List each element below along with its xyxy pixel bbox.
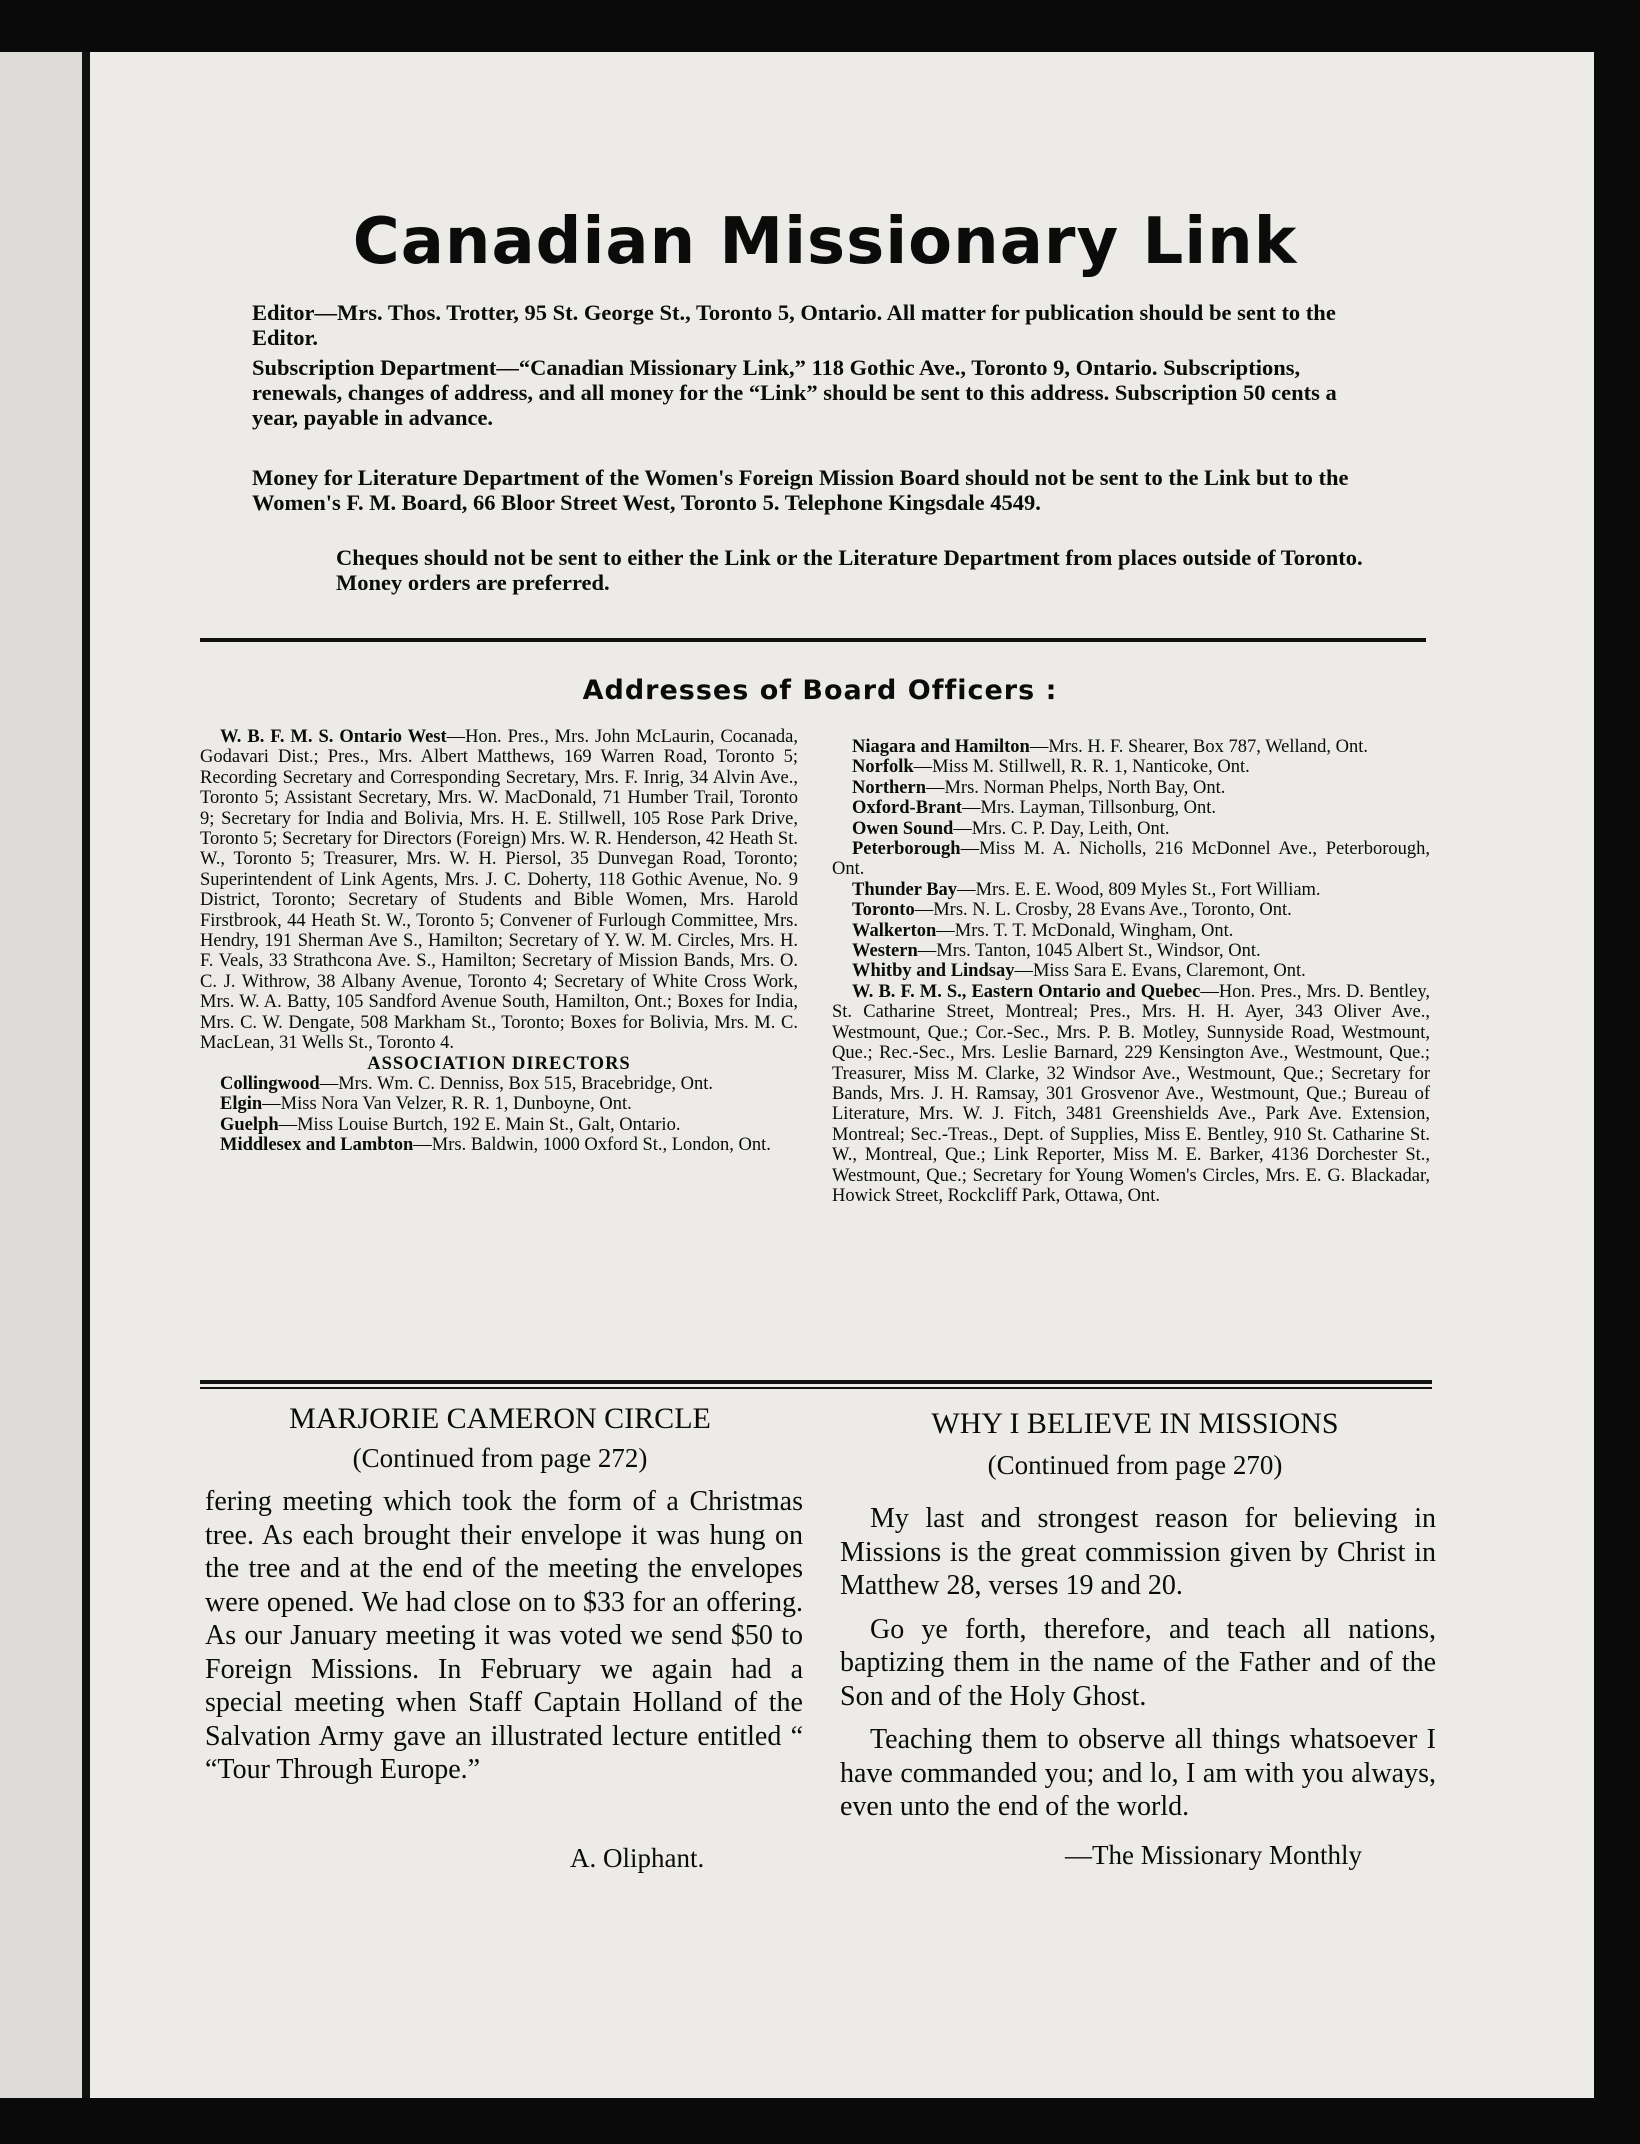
double-rule-bottom (200, 1387, 1432, 1389)
director-address: —Mrs. C. P. Day, Leith, Ont. (953, 818, 1170, 839)
director-entry (832, 941, 1430, 961)
story-right-paragraph: Teaching them to observe all things whatsoever I have commanded you; and lo, I am with you always, even unto the end of the world. (840, 1724, 1436, 1822)
director-entry (832, 819, 1430, 839)
cheques-notice (336, 545, 1370, 595)
editor-label: Editor (252, 300, 315, 325)
story-left-signature: A. Oliphant. (570, 1843, 705, 1873)
director-name: Norfolk (852, 757, 914, 778)
story-right-paragraph: Go ye forth, therefore, and teach all nations, baptizing them in the name of the Father and of the Son and of the Holy Ghost. (840, 1613, 1436, 1712)
director-name: Oxford-Brant (852, 798, 962, 819)
director-entry (832, 839, 1430, 880)
ontario-west-text: —Hon. Pres., Mrs. John McLaurin, Cocanada, Godavari Dist.; Pres., Mrs. Albert Matthews, 169 Warren Road, Toronto 5; Recording Secretary and Corresponding Secretary, Mrs. F. Inrig, 34 Alvin Ave., Toronto 5; Assistant Secretary, Mrs. W. MacDonald, 71 Humber Trail, Toronto 9; Secretary for India and Bolivia, Mrs. H. E. Stillwell, 105 Rose Park Drive, Toronto 5; Secretary for Directors (Foreign) Mrs. W. R. Henderson, 42 Heath St. W., Toronto 5; Treasurer, Mrs. W. H. Piersol, 35 Dunvegan Road, Toronto; Superintendent of Link Agents, Mrs. J. C. Doherty, 118 Gothic Avenue, No. 9 District, Toronto; Secretary of Students and Bible Women, Mrs. Harold Firstbrook, 44 Heath St. W., Toronto 5; Convener of Furlough Committee, Mrs. Hendry, 191 Sherman Ave S., Hamilton; Secretary of Y. W. M. Circles, Mrs. H. F. Veals, 33 Strathcona Ave. S., Hamilton; Secretary of Mission Bands, Mrs. O. C. J. Withrow, 38 Albany Avenue, Toronto 4; Secretary of White Cross Work, Mrs. W. A. Batty, 105 Sandford Avenue South, Hamilton, Ont.; Boxes for India, Mrs. C. W. Dengate, 508 Markham St., Toronto; Boxes for Bolivia, Mrs. M. C. MacLean, 31 Wells St., Toronto 4. (200, 727, 799, 1054)
story-left-continued: (Continued from page 272) (352, 1443, 648, 1473)
editor-text: —Mrs. Thos. Trotter, 95 St. George St., Toronto 5, Ontario. All matter for publication should be sent to the Editor. (252, 300, 1336, 350)
director-address: —Mrs. N. L. Crosby, 28 Evans Ave., Toronto, Ont. (914, 900, 1292, 921)
director-address: —Mrs. Tanton, 1045 Albert St., Windsor, Ont. (917, 941, 1261, 962)
director-name: Toronto (852, 900, 915, 921)
director-name: Northern (852, 777, 926, 798)
cheques-text: Cheques should not be sent to either the Link or the Literature Department from places outside of Toronto. Money orders are preferred. (336, 545, 1363, 595)
director-entry (200, 1135, 798, 1155)
director-entry (832, 778, 1430, 798)
facing-page-edge (0, 52, 82, 2098)
director-entry (832, 921, 1430, 941)
story-left-title: MARJORIE CAMERON CIRCLE (289, 1402, 711, 1435)
director-address: —Miss M. Stillwell, R. R. 1, Nanticoke, Ont. (913, 757, 1250, 778)
director-name: Thunder Bay (852, 879, 958, 900)
section-rule (200, 638, 1426, 642)
eastern-text: —Hon. Pres., Mrs. D. Bentley, St. Catharine Street, Montreal; Pres., Mrs. H. H. Ayer, 343 Oliver Ave., Westmount, Que.; Cor.-Sec., Mrs. P. B. Motley, Sunnyside Road, Westmount, Que.; Rec.-Sec., Mrs. Leslie Barnard, 229 Kensington Ave., Westmount, Que.; Treasurer, Miss M. Clarke, 32 Windsor Ave., Westmount, Que.; Secretary for Bands, Mrs. J. H. Ramsay, 301 Grosvenor Ave., Westmount, Que.; Bureau of Literature, Mrs. W. J. Fitch, 3481 Greenshields Ave., Park Ave. Extension, Montreal; Sec.-Treas., Dept. of Supplies, Miss E. Bentley, 910 St. Catharine St. W., Montreal, Que.; Link Reporter, Miss M. E. Barker, 4136 Dorchester St., Westmount, Que.; Secretary for Young Women's Circles, Mrs. E. G. Blackadar, Howick Street, Rockcliff Park, Ottawa, Ont. (832, 981, 1431, 1206)
director-address: —Mrs. E. E. Wood, 809 Myles St., Fort William. (957, 879, 1321, 900)
subscription-notice (252, 355, 1370, 430)
subscription-text: —“Canadian Missionary Link,” 118 Gothic Ave., Toronto 9, Ontario. Subscriptions, renewals, changes of address, and all money for the “Link” should be sent to this address. Subscription 50 cents a year, payable in advance. (252, 355, 1337, 430)
director-entry (832, 880, 1430, 900)
story-left-body (205, 1485, 803, 1797)
director-entry (832, 961, 1430, 981)
director-entry (832, 737, 1430, 757)
director-name: Collingwood (220, 1073, 320, 1094)
director-name: Owen Sound (852, 818, 954, 839)
eastern-label: W. B. F. M. S., Eastern Ontario and Quebec (852, 981, 1201, 1002)
story-right-source: —The Missionary Monthly (1065, 1840, 1362, 1870)
masthead-title: Canadian Missionary Link (352, 205, 1298, 279)
director-address: —Mrs. H. F. Shearer, Box 787, Welland, Ont. (1029, 737, 1368, 757)
director-address: —Miss Nora Van Velzer, R. R. 1, Dunboyne, Ont. (262, 1094, 632, 1115)
director-entry (832, 757, 1430, 777)
money-label: Money for Literature Department (252, 465, 580, 490)
director-address: —Miss Sara E. Evans, Claremont, Ont. (1014, 961, 1306, 982)
director-address: —Mrs. Baldwin, 1000 Oxford St., London, Ont. (413, 1135, 771, 1156)
director-name: Niagara and Hamilton (852, 737, 1030, 757)
story-right-continued: (Continued from page 270) (987, 1450, 1283, 1480)
director-name: Whitby and Lindsay (852, 961, 1015, 982)
director-entry (200, 1074, 798, 1094)
director-entry (832, 900, 1430, 920)
director-entry (832, 798, 1430, 818)
editor-notice (252, 300, 1370, 350)
story-right-title: WHY I BELIEVE IN MISSIONS (931, 1407, 1339, 1440)
literature-notice (252, 465, 1370, 515)
money-text: of the Women's Foreign Mission Board should not be sent to the Link but to the Women's F. M. Board, 66 Bloor Street West, Toronto 5. Telephone Kingsdale 4549. (252, 465, 1349, 515)
director-name: Elgin (220, 1094, 263, 1115)
subscription-label: Subscription Department (252, 355, 497, 380)
board-left-column (200, 727, 798, 1156)
director-entry (200, 1094, 798, 1114)
director-address: —Miss M. A. Nicholls, 216 McDonnel Ave., Peterborough, Ont. (832, 839, 1430, 880)
director-name: Peterborough (852, 839, 961, 860)
association-directors-heading: ASSOCIATION DIRECTORS (367, 1053, 631, 1074)
story-right-paragraph: My last and strongest reason for believing in Missions is the great commission given by Christ in Matthew 28, verses 19 and 20. (840, 1503, 1436, 1601)
director-address: —Mrs. T. T. McDonald, Wingham, Ont. (936, 920, 1234, 941)
board-right-column (832, 737, 1430, 1206)
binding-shadow (82, 52, 90, 2098)
director-name: Guelph (220, 1114, 279, 1135)
director-address: —Miss Louise Burtch, 192 E. Main St., Galt, Ontario. (278, 1114, 681, 1135)
director-address: —Mrs. Layman, Tillsonburg, Ont. (961, 798, 1217, 819)
director-address: —Mrs. Wm. C. Denniss, Box 515, Bracebridge, Ont. (319, 1073, 713, 1094)
director-name: Middlesex and Lambton (220, 1135, 414, 1156)
ontario-west-label: W. B. F. M. S. Ontario West (220, 727, 447, 747)
story-right-body (840, 1502, 1436, 1834)
director-entry (200, 1115, 798, 1135)
story-left-paragraph: fering meeting which took the form of a Christmas tree. As each brought their envelope it was hung on the tree and at the end of the meeting the envelopes were opened. We had close on to $33 for an offering. As our January meeting it was voted we send $50 to Foreign Missions. In February we again had a special meeting when Staff Captain Holland of the Salvation Army gave an illustrated lecture entitled “ “Tour Through Europe.” (205, 1486, 803, 1785)
board-heading: Addresses of Board Officers : (582, 675, 1058, 706)
director-address: —Mrs. Norman Phelps, North Bay, Ont. (925, 777, 1226, 798)
double-rule-top (200, 1380, 1432, 1384)
director-name: Western (852, 941, 918, 962)
director-name: Walkerton (852, 920, 937, 941)
